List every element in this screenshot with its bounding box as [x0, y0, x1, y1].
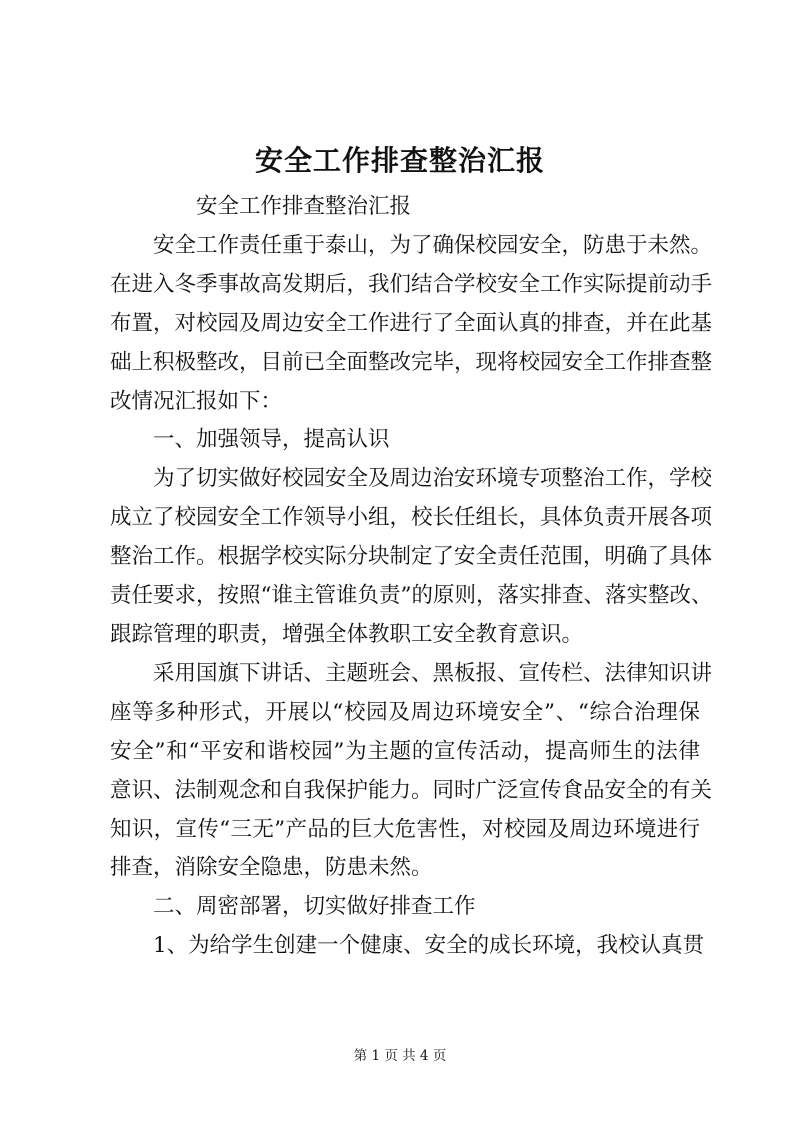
section-heading-text: 二、周密部署，切实做好排查工作 [153, 894, 476, 920]
document-title: 安全工作排查整治汇报 [254, 144, 545, 177]
paragraph-line: 意识、法制观念和自我保护能力。同时广泛宣传食品安全的有关 [110, 777, 713, 803]
paragraph-line: 排查，消除安全隐患，防患未然。 [110, 855, 433, 881]
section-heading-1 [110, 421, 700, 460]
section-heading-text: 一、加强领导，提高认识 [153, 427, 390, 453]
paragraph-line: 成立了校园安全工作领导小组，校长任组长，具体负责开展各项 [110, 505, 713, 531]
paragraph-line: 跟踪管理的职责，增强全体教职工安全教育意识。 [110, 621, 584, 647]
paragraph-line: 安全工作责任重于泰山，为了确保校园安全，防患于未然。 [153, 232, 713, 258]
paragraph-line: 础上积极整改，目前已全面整改完毕，现将校园安全工作排查整 [110, 349, 713, 375]
item-1-paragraph [110, 927, 705, 966]
paragraph-line: 安全”和“平安和谐校园”为主题的宣传活动，提高师生的法律 [110, 738, 700, 764]
paragraph-line: 采用国旗下讲话、主题班会、黑板报、宣传栏、法律知识讲 [153, 660, 713, 686]
intro-paragraph [110, 227, 713, 422]
paragraph-line: 座等多种形式，开展以“校园及周边环境安全”、“综合治理保 [110, 699, 700, 725]
paragraph-line: 布置，对校园及周边安全工作进行了全面认真的排查，并在此基 [110, 310, 713, 336]
paragraph-line: 责任要求，按照“谁主管谁负责”的原则，落实排查、落实整改、 [110, 583, 713, 609]
section-heading-2 [110, 888, 700, 927]
subtitle-paragraph [110, 188, 700, 227]
publicity-paragraph [110, 655, 713, 888]
document-body [110, 188, 713, 966]
paragraph-line: 改情况汇报如下： [110, 388, 283, 414]
subtitle-line: 安全工作排查整治汇报 [196, 194, 412, 219]
paragraph-line: 知识，宣传“三无”产品的巨大危害性，对校园及周边环境进行 [110, 816, 700, 842]
paragraph-line: 在进入冬季事故高发期后，我们结合学校安全工作实际提前动手 [110, 271, 713, 297]
paragraph-line: 1、为给学生创建一个健康、安全的成长环境，我校认真贯 [153, 933, 705, 959]
paragraph-line: 整治工作。根据学校实际分块制定了安全责任范围，明确了具体 [110, 544, 713, 570]
paragraph-line: 为了切实做好校园安全及周边治安环境专项整治工作，学校 [153, 466, 713, 492]
page-footer: 第 1 页 共 4 页 [353, 1048, 447, 1064]
leadership-paragraph [110, 460, 713, 655]
